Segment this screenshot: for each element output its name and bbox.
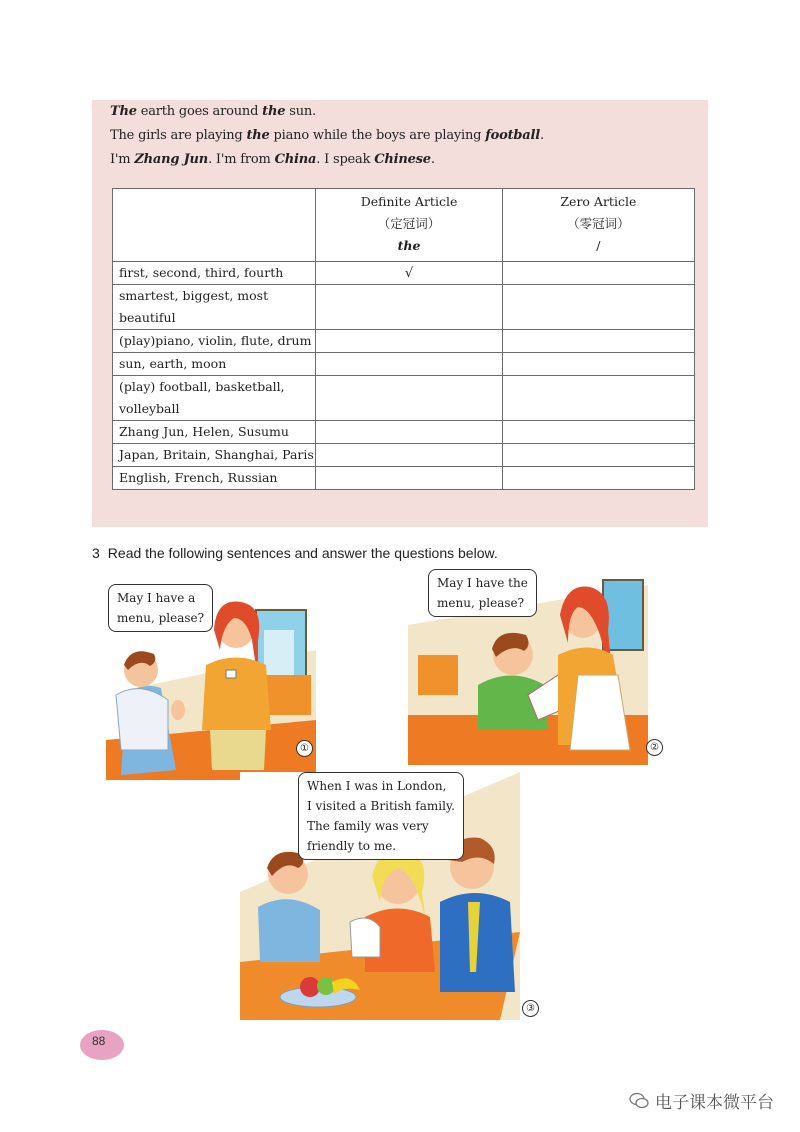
row-label: sun, earth, moon [113,353,316,376]
zero-cell [502,262,694,285]
definite-cell [316,421,502,444]
row-label: smartest, biggest, most beautiful [113,285,316,330]
emphasized-word: The [110,104,137,119]
row-label: English, French, Russian [113,467,316,490]
bubble-2-line-1: May I have the [437,576,528,590]
bubble-3-line-2: I visited a British family. [307,799,455,813]
exercise-text: Read the following sentences and answer the questions below. [107,545,498,561]
table-row [113,262,695,285]
bubble-2-line-2: menu, please? [437,596,525,610]
sentence-text: . I'm from [208,152,275,167]
table-row [113,285,695,330]
example-sentence-2 [110,128,544,143]
picture-number-2: ② [646,739,663,756]
definite-cell: √ [316,262,502,285]
emphasized-word: football [485,128,540,143]
row-label: first, second, third, fourth [113,262,316,285]
zero-cell [502,467,694,490]
definite-cell [316,330,502,353]
header-definite-chinese: （定冠词） [377,216,441,231]
header-zero-symbol: / [596,238,601,253]
speech-bubble-1 [108,584,213,632]
watermark [629,1088,774,1113]
emphasized-word: Chinese [374,152,431,167]
page-number: 88 [80,1030,124,1060]
illustration-2 [408,565,659,765]
bubble-3-line-4: friendly to me. [307,839,397,853]
watermark-text: 电子课本微平台 [655,1093,774,1113]
emphasized-word: Zhang Jun [134,152,209,167]
sentence-text: . I speak [316,152,375,167]
table-header-row [113,189,695,262]
table-row [113,330,695,353]
sentence-text: I'm [110,152,135,167]
wechat-icon [629,1092,649,1110]
definite-cell [316,376,502,421]
sentence-text: . [539,128,544,143]
example-sentence-3 [110,152,435,167]
table-row [113,353,695,376]
definite-cell [316,285,502,330]
zero-cell [502,376,694,421]
header-definite-article [316,189,502,262]
illustration-3 [240,772,540,1020]
table-row [113,444,695,467]
header-blank-cell [113,189,316,262]
table-row [113,467,695,490]
header-definite-title: Definite Article [360,194,458,209]
emphasized-word: the [246,128,270,143]
definite-cell [316,444,502,467]
definite-cell [316,467,502,490]
example-sentence-1 [110,104,316,119]
sentence-text: piano while the boys are playing [269,128,486,143]
sentence-text: earth goes around [136,104,263,119]
definite-cell [316,353,502,376]
zero-cell [502,285,694,330]
article-table [112,188,695,490]
zero-cell [502,353,694,376]
emphasized-word: the [262,104,286,119]
bubble-1-line-1: May I have a [117,591,196,605]
speech-bubble-3 [298,772,464,860]
row-label: (play) football, basketball, volleyball [113,376,316,421]
exercise-instruction [92,545,498,561]
header-zero-chinese: （零冠词） [567,216,630,231]
row-label: Zhang Jun, Helen, Susumu [113,421,316,444]
zero-cell [502,444,694,467]
sentence-text: . [430,152,435,167]
picture-number-3: ③ [522,1000,539,1017]
header-zero-article [502,189,694,262]
illustration-1 [106,570,316,780]
speech-bubble-2 [428,569,537,617]
zero-cell [502,421,694,444]
emphasized-word: China [274,152,317,167]
bubble-1-line-2: menu, please? [117,611,205,625]
sentence-text: sun. [285,104,316,119]
table-row [113,421,695,444]
bubble-3-line-1: When I was in London, [307,779,447,793]
exercise-number: 3 [92,545,100,561]
picture-number-1: ① [296,740,313,757]
header-definite-symbol: the [397,238,421,253]
header-zero-title: Zero Article [560,194,637,209]
row-label: Japan, Britain, Shanghai, Paris [113,444,316,467]
sentence-text: The girls are playing [110,128,247,143]
row-label: (play)piano, violin, flute, drum [113,330,316,353]
zero-cell [502,330,694,353]
table-row [113,376,695,421]
bubble-3-line-3: The family was very [307,819,429,833]
